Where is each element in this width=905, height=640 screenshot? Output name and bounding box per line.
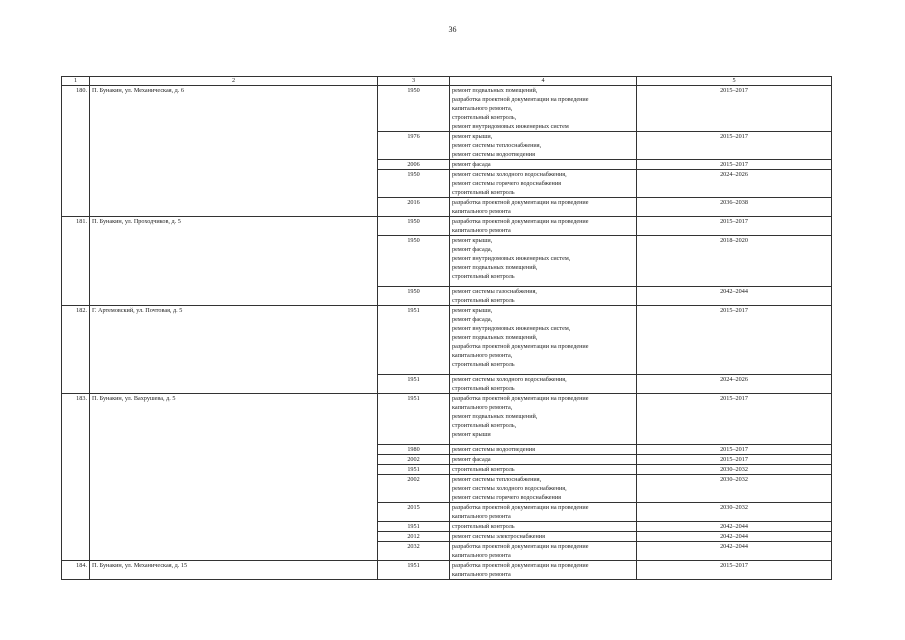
repair-period: 2015–2017 bbox=[637, 394, 832, 445]
commission-year: 1950 bbox=[378, 236, 450, 287]
repair-schedule-table bbox=[61, 76, 832, 580]
commission-year: 1950 bbox=[378, 217, 450, 236]
repair-works: ремонт крыши, ремонт системы теплоснабжения, ремонт системы водоотведения bbox=[450, 132, 637, 160]
repair-works: ремонт системы водоотведения bbox=[450, 445, 637, 455]
commission-year: 1950 bbox=[378, 287, 450, 306]
commission-year: 1951 bbox=[378, 306, 450, 375]
repair-period: 2024–2026 bbox=[637, 170, 832, 198]
repair-period: 2015–2017 bbox=[637, 445, 832, 455]
repair-period: 2042–2044 bbox=[637, 287, 832, 306]
header-col-4: 4 bbox=[450, 77, 637, 86]
repair-works: ремонт системы холодного водоснабжения, ремонт системы горячего водоснабжения строительный контроль bbox=[450, 170, 637, 198]
building-number: 184. bbox=[62, 561, 90, 580]
table-row bbox=[62, 394, 832, 445]
commission-year: 2015 bbox=[378, 503, 450, 522]
repair-period: 2030–2032 bbox=[637, 465, 832, 475]
building-number: 181. bbox=[62, 217, 90, 306]
table-header-row bbox=[62, 77, 832, 86]
table-row bbox=[62, 306, 832, 375]
repair-works: разработка проектной документации на проведение капитального ремонта bbox=[450, 503, 637, 522]
commission-year: 1976 bbox=[378, 132, 450, 160]
table-row bbox=[62, 561, 832, 580]
header-col-1: 1 bbox=[62, 77, 90, 86]
repair-period: 2024–2026 bbox=[637, 375, 832, 394]
repair-works: разработка проектной документации на проведение капитального ремонта bbox=[450, 561, 637, 580]
repair-works: ремонт системы холодного водоснабжения, строительный контроль bbox=[450, 375, 637, 394]
page-number: 36 bbox=[448, 25, 457, 34]
header-col-2: 2 bbox=[90, 77, 378, 86]
repair-works: ремонт системы теплоснабжения, ремонт системы холодного водоснабжения, ремонт системы горячего водоснабжения bbox=[450, 475, 637, 503]
repair-period: 2030–2032 bbox=[637, 475, 832, 503]
table-body bbox=[62, 77, 832, 580]
repair-works: разработка проектной документации на проведение капитального ремонта, ремонт подвальных помещений, строительный контроль, ремонт крыши bbox=[450, 394, 637, 445]
repair-works: разработка проектной документации на проведение капитального ремонта bbox=[450, 217, 637, 236]
repair-works: ремонт фасада bbox=[450, 455, 637, 465]
building-address: П. Бунакин, ул. Проходчиков, д. 5 bbox=[90, 217, 378, 306]
repair-works: разработка проектной документации на проведение капитального ремонта bbox=[450, 542, 637, 561]
repair-period: 2015–2017 bbox=[637, 217, 832, 236]
commission-year: 1951 bbox=[378, 561, 450, 580]
repair-period: 2030–2032 bbox=[637, 503, 832, 522]
repair-works: ремонт системы газоснабжения, строительный контроль bbox=[450, 287, 637, 306]
building-address: Г. Артемовский, ул. Почтовая, д. 5 bbox=[90, 306, 378, 394]
commission-year: 1951 bbox=[378, 394, 450, 445]
repair-period: 2015–2017 bbox=[637, 160, 832, 170]
commission-year: 1980 bbox=[378, 445, 450, 455]
commission-year: 2002 bbox=[378, 475, 450, 503]
repair-works: разработка проектной документации на проведение капитального ремонта bbox=[450, 198, 637, 217]
repair-works: строительный контроль bbox=[450, 465, 637, 475]
building-number: 180. bbox=[62, 86, 90, 217]
commission-year: 1951 bbox=[378, 375, 450, 394]
building-number: 183. bbox=[62, 394, 90, 561]
repair-period: 2018–2020 bbox=[637, 236, 832, 287]
repair-period: 2042–2044 bbox=[637, 522, 832, 532]
repair-period: 2015–2017 bbox=[637, 86, 832, 132]
commission-year: 1950 bbox=[378, 170, 450, 198]
repair-period: 2042–2044 bbox=[637, 532, 832, 542]
header-col-3: 3 bbox=[378, 77, 450, 86]
table-row bbox=[62, 217, 832, 236]
repair-period: 2015–2017 bbox=[637, 455, 832, 465]
repair-period: 2015–2017 bbox=[637, 132, 832, 160]
building-address: П. Бунакин, ул. Механическая, д. 15 bbox=[90, 561, 378, 580]
commission-year: 1951 bbox=[378, 522, 450, 532]
commission-year: 1950 bbox=[378, 86, 450, 132]
repair-works: строительный контроль bbox=[450, 522, 637, 532]
commission-year: 2002 bbox=[378, 455, 450, 465]
building-address: П. Бунакин, ул. Вахрушева, д. 5 bbox=[90, 394, 378, 561]
repair-works: ремонт фасада bbox=[450, 160, 637, 170]
repair-works: ремонт системы электроснабжения bbox=[450, 532, 637, 542]
commission-year: 1951 bbox=[378, 465, 450, 475]
commission-year: 2012 bbox=[378, 532, 450, 542]
repair-works: ремонт подвальных помещений, разработка проектной документации на проведение капитального ремонта, строительный контроль, ремонт внутридомовых инженерных систем bbox=[450, 86, 637, 132]
repair-period: 2036–2038 bbox=[637, 198, 832, 217]
building-address: П. Бунакин, ул. Механическая, д. 6 bbox=[90, 86, 378, 217]
header-col-5: 5 bbox=[637, 77, 832, 86]
commission-year: 2032 bbox=[378, 542, 450, 561]
commission-year: 2006 bbox=[378, 160, 450, 170]
repair-works: ремонт крыши, ремонт фасада, ремонт внутридомовых инженерных систем, ремонт подвальных помещений, строительный контроль bbox=[450, 236, 637, 287]
repair-works: ремонт крыши, ремонт фасада, ремонт внутридомовых инженерных систем, ремонт подвальных помещений, разработка проектной документации на проведение капитального ремонта, строительный контроль bbox=[450, 306, 637, 375]
repair-period: 2015–2017 bbox=[637, 306, 832, 375]
commission-year: 2016 bbox=[378, 198, 450, 217]
table-row bbox=[62, 86, 832, 132]
repair-period: 2042–2044 bbox=[637, 542, 832, 561]
repair-period: 2015–2017 bbox=[637, 561, 832, 580]
building-number: 182. bbox=[62, 306, 90, 394]
